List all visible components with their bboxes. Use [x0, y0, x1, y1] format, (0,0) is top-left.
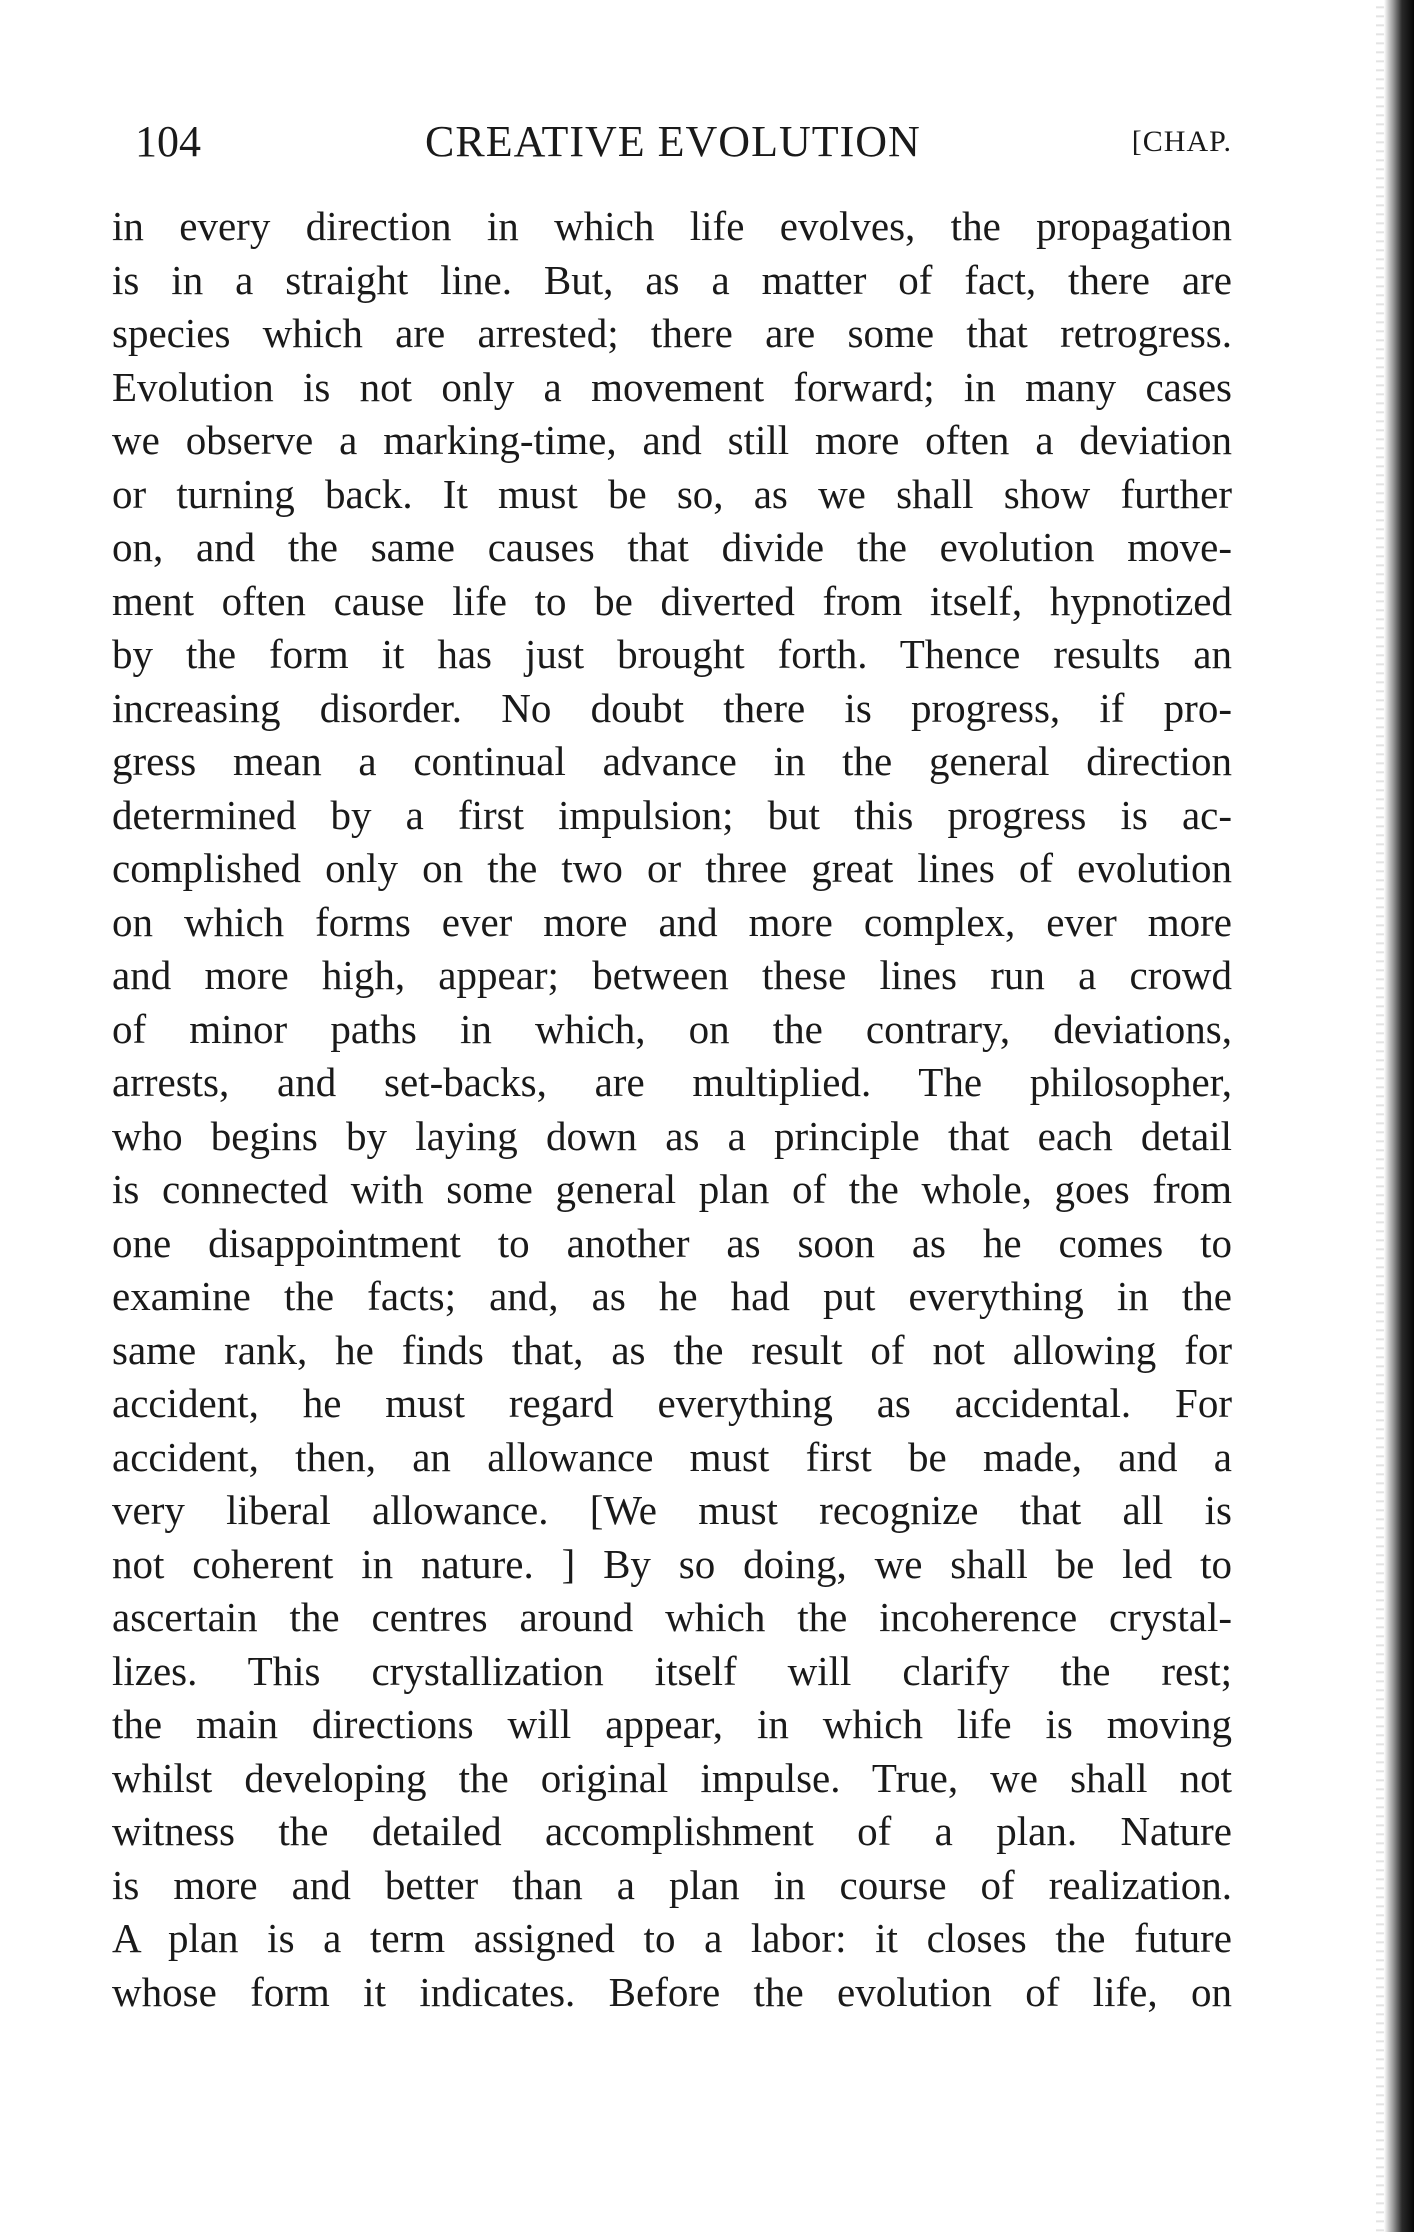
text-line: very liberal allowance. [We must recognize that all is: [112, 1487, 1232, 1533]
text-line: of minor paths in which, on the contrary, deviations,: [112, 1005, 1232, 1052]
text-line: arrests, and set-backs, are multiplied. The philosopher,: [112, 1059, 1232, 1105]
book-binding-edge: [1384, 0, 1414, 2232]
text-line: species which are arrested; there are some that retrogress.: [112, 310, 1232, 356]
text-line: by the form it has just brought forth. Thence results an: [112, 631, 1232, 677]
text-line: one disappointment to another as soon as he comes to: [112, 1219, 1232, 1266]
text-line: gress mean a continual advance in the general direction: [112, 738, 1232, 784]
text-line: is in a straight line. But, as a matter of fact, there are: [112, 256, 1232, 303]
text-line: we observe a marking-time, and still more often a deviation: [112, 417, 1232, 463]
text-line: and more high, appear; between these lines run a crowd: [112, 952, 1232, 998]
text-line: on, and the same causes that divide the evolution move-: [112, 524, 1232, 570]
page-number: 104: [135, 117, 201, 166]
text-line: or turning back. It must be so, as we shall show further: [112, 470, 1232, 517]
text-line: the main directions will appear, in which life is moving: [112, 1701, 1232, 1747]
text-line: ment often cause life to be diverted from itself, hypnotized: [112, 577, 1232, 624]
text-line: same rank, he finds that, as the result of not allowing for: [112, 1326, 1232, 1373]
text-line: is more and better than a plan in course of realization.: [112, 1861, 1232, 1908]
text-line: increasing disorder. No doubt there is progress, if pro-: [112, 684, 1232, 731]
text-line: examine the facts; and, as he had put everything in the: [112, 1273, 1232, 1319]
text-line: accident, then, an allowance must first be made, and a: [112, 1433, 1232, 1480]
text-line: witness the detailed accomplishment of a plan. Nature: [112, 1808, 1232, 1854]
text-line: on which forms ever more and more complex, ever more: [112, 898, 1232, 945]
text-line: Evolution is not only a movement forward; in many cases: [112, 363, 1232, 410]
text-line: lizes. This crystallization itself will clarify the rest;: [112, 1647, 1232, 1694]
text-line: whilst developing the original impulse. True, we shall not: [112, 1754, 1232, 1801]
text-line: in every direction in which life evolves, the propagation: [112, 203, 1232, 249]
running-title: CREATIVE EVOLUTION: [425, 117, 921, 166]
text-line: not coherent in nature. ] By so doing, we shall be led to: [112, 1540, 1232, 1587]
page-header: [135, 112, 1232, 172]
text-line: is connected with some general plan of the whole, goes from: [112, 1166, 1232, 1212]
text-line: accident, he must regard everything as accidental. For: [112, 1380, 1232, 1426]
text-line: whose form it indicates. Before the evolution of life, on: [112, 1968, 1232, 2015]
chapter-mark: [CHAP.: [1131, 125, 1232, 158]
text-line: complished only on the two or three great lines of evolution: [112, 845, 1232, 891]
page-edge-speckle: [1376, 0, 1384, 2232]
text-line: A plan is a term assigned to a labor: it closes the future: [112, 1915, 1232, 1961]
text-line: determined by a first impulsion; but this progress is ac-: [112, 791, 1232, 838]
text-line: ascertain the centres around which the incoherence crystal-: [112, 1594, 1232, 1640]
body-text: [112, 200, 1232, 2019]
text-line: who begins by laying down as a principle that each detail: [112, 1112, 1232, 1159]
